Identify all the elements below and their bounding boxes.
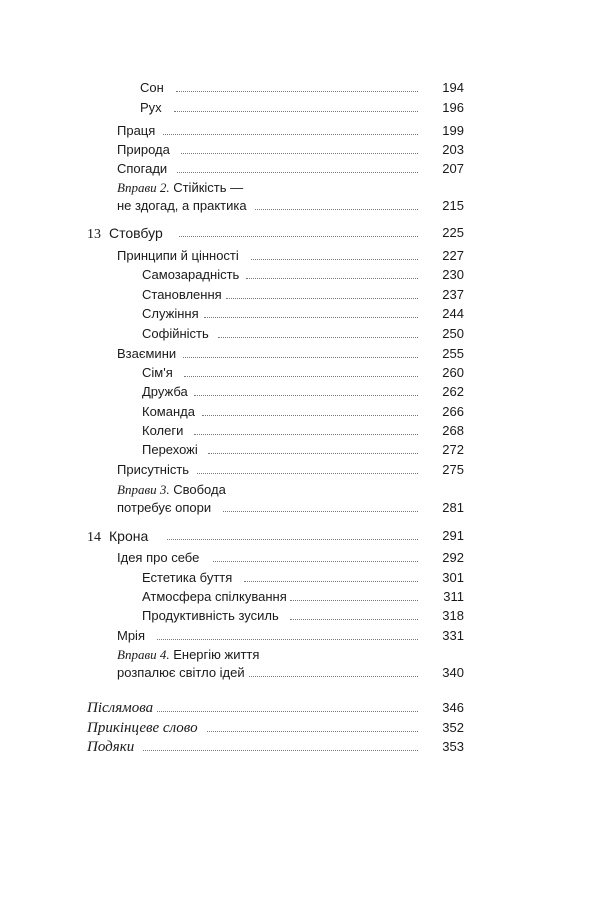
toc-entry-label: Продуктивність зусиль [142,608,279,623]
toc-leader-dots [255,209,418,210]
toc-leader-dots [176,91,418,92]
toc-page-number: 244 [442,306,464,321]
toc-entry-label: Прикінцеве слово [87,720,198,736]
toc-entry-label: Стійкість — [173,180,244,195]
toc-entry-label: Ідея про себе [117,550,200,565]
toc-page-number: 268 [442,423,464,438]
toc-entry-label: Енергію життя [173,647,260,662]
toc-entry-label: Софійність [142,326,209,341]
toc-page-number: 230 [442,267,464,282]
toc-page-number: 352 [442,720,464,735]
toc-leader-dots [179,236,418,237]
toc-leader-dots [204,317,418,318]
toc-entry-label: Перехожі [142,442,198,457]
toc-page-number: 272 [442,442,464,457]
toc-leader-dots [218,337,418,338]
toc-leader-dots [208,453,418,454]
toc-leader-dots [174,111,418,112]
toc-leader-dots [181,153,418,154]
toc-page-number: 318 [442,608,464,623]
toc-entry-label: Команда [142,404,195,419]
toc-leader-dots [197,473,418,474]
toc-page-number: 346 [442,700,464,715]
toc-entry-label: Сім'я [142,365,173,380]
toc-page-number: 225 [442,225,464,240]
chapter-title: Крона [109,528,149,544]
toc-page-number: 203 [442,142,464,157]
toc-entry-label: Праця [117,123,156,138]
toc-entry-label: Служіння [142,306,199,321]
toc-leader-dots [290,600,418,601]
toc-page-number: 340 [442,665,464,680]
toc-page-number: 301 [442,570,464,585]
toc-entry-label: Становлення [142,287,222,302]
toc-page-number: 255 [442,346,464,361]
toc-leader-dots [143,750,418,751]
toc-leader-dots [213,561,418,562]
toc-entry-label: Атмосфера спілкування [142,589,287,604]
toc-leader-dots [157,711,418,712]
toc-entry-label: Подяки [87,739,135,755]
toc-leader-dots [251,259,418,260]
toc-page-number: 291 [442,528,464,543]
toc-entry-label: Колеги [142,423,184,438]
toc-leader-dots [157,639,418,640]
exercise-label-italic: Вправи 3. [117,482,170,497]
toc-entry-label: не здогад, а практика [117,198,247,213]
toc-leader-dots [226,298,418,299]
toc-entry-label: Дружба [142,384,188,399]
toc-page-number: 266 [442,404,464,419]
toc-leader-dots [194,434,418,435]
toc-entry-label: Естетика буття [142,570,233,585]
toc-entry-label: Рух [140,100,162,115]
toc-leader-dots [290,619,418,620]
exercise-label-italic: Вправи 4. [117,647,170,662]
toc-page-number: 331 [442,628,464,643]
toc-page-number: 199 [442,123,464,138]
toc-leader-dots [207,731,418,732]
toc-page-number: 237 [442,287,464,302]
toc-entry-label: Присутність [117,462,190,477]
toc-entry-label: Принципи й цінності [117,248,239,263]
toc-page-number: 260 [442,365,464,380]
chapter-title: Стовбур [109,225,163,241]
toc-leader-dots [183,357,418,358]
toc-entry-label: Самозарадність [142,267,240,282]
toc-leader-dots [244,581,418,582]
toc-page-number: 196 [442,100,464,115]
toc-page-number: 311 [443,589,464,604]
toc-leader-dots [184,376,418,377]
exercise-label-italic: Вправи 2. [117,180,170,195]
toc-entry-label: розпалює світло ідей [117,665,245,680]
toc-leader-dots [163,134,418,135]
toc-leader-dots [194,395,418,396]
toc-entry-label: Сон [140,80,164,95]
toc-entry-label: Природа [117,142,170,157]
toc-page-number: 194 [442,80,464,95]
toc-leader-dots [223,511,418,512]
toc-leader-dots [167,539,418,540]
toc-leader-dots [246,278,418,279]
toc-page-number: 262 [442,384,464,399]
toc-entry-label: потребує опори [117,500,212,515]
toc-entry-label: Свобода [173,482,226,497]
toc-page-number: 292 [442,550,464,565]
toc-page-number: 215 [442,198,464,213]
toc-leader-dots [202,415,418,416]
toc-leader-dots [249,676,418,677]
toc-page-number: 250 [442,326,464,341]
toc-entry-label: Післямова [87,700,154,716]
toc-page-number: 281 [442,500,464,515]
chapter-number: 14 [87,530,101,545]
toc-page-number: 353 [442,739,464,754]
toc-entry-label: Спогади [117,161,168,176]
toc-entry-label: Мрія [117,628,145,643]
toc-page-number: 227 [442,248,464,263]
toc-page-number: 207 [442,161,464,176]
toc-leader-dots [177,172,418,173]
chapter-number: 13 [87,227,101,242]
toc-entry-label: Взаємини [117,346,177,361]
toc-page-number: 275 [442,462,464,477]
